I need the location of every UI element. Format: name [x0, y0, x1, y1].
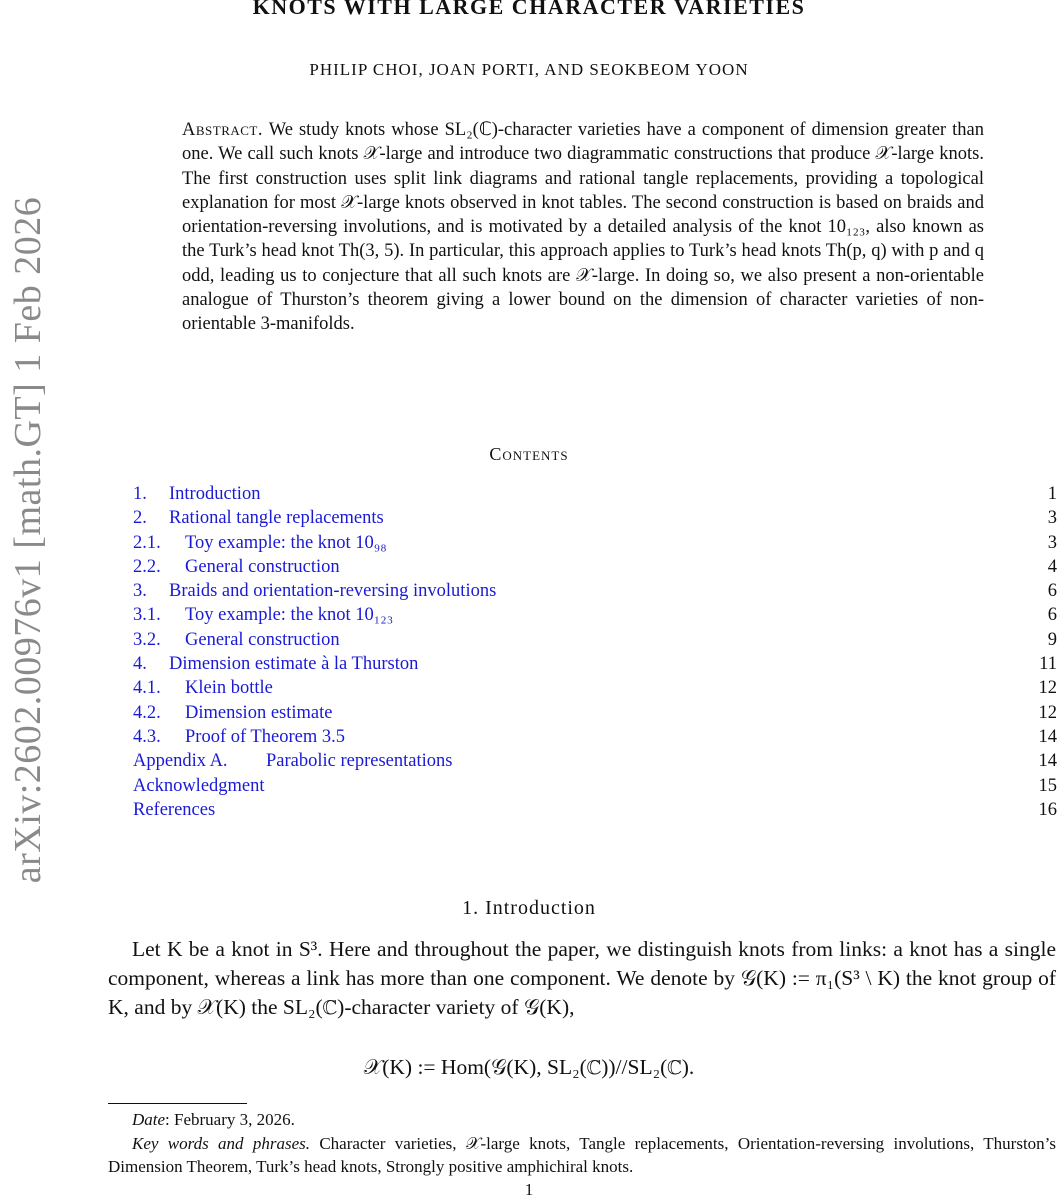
toc-entry-number[interactable]: 2.2.	[133, 556, 161, 577]
toc-entry[interactable]	[133, 774, 1057, 798]
toc-entry-page: 12	[1038, 678, 1057, 699]
abstract-label: Abstract.	[182, 120, 263, 140]
toc-entry-number[interactable]: 2.1.	[133, 532, 161, 553]
abstract-text: We study knots whose SL₂(ℂ)-character varieties have a component of dimension greater than one. We call such knots 𝒳-large and introduce two diagrammatic constructions that produce 𝒳-large knots. The first construction uses split link diagrams and rational tangle replacements, providing a topological explanation for most 𝒳-large knots observed in knot tables. The second construction is based on braids and orientation-reversing involutions, and is motivated by a detailed analysis of the knot 10₁₂₃, also known as the Turk’s head knot Th(3, 5). In particular, this approach applies to Turk’s head knots Th(p, q) with p and q odd, leading us to conjecture that all such knots are 𝒳-large. In doing so, we also present a non-orientable analogue of Thurston’s theorem giving a lower bound on the dimension of character varieties of non-orientable 3-manifolds.	[182, 120, 984, 335]
toc-entry[interactable]	[133, 628, 1057, 652]
toc-entry-link[interactable]: Acknowledgment	[133, 775, 265, 796]
toc-entry-link[interactable]: General construction	[185, 629, 340, 650]
toc-entry-link[interactable]: Introduction	[169, 484, 261, 504]
toc-entry-page: 14	[1038, 726, 1057, 747]
abstract	[182, 118, 984, 337]
toc-entry-number[interactable]: 2.	[133, 508, 147, 529]
footnote-date	[108, 1108, 1056, 1132]
toc-entry-page: 16	[1038, 799, 1057, 820]
toc-entry-page: 3	[1047, 532, 1057, 553]
toc-entry[interactable]	[133, 603, 1057, 627]
toc-entry-number[interactable]: 4.3.	[133, 726, 161, 747]
introduction-body	[108, 935, 1056, 1022]
toc-entry-page: 12	[1038, 702, 1057, 723]
toc-entry[interactable]	[133, 676, 1057, 700]
display-equation: 𝒳(K) := Hom(𝒢(K), SL₂(ℂ))//SL₂(ℂ).	[363, 1055, 695, 1079]
author-list: PHILIP CHOI, JOAN PORTI, AND SEOKBEOM YOON	[309, 60, 749, 79]
toc-entry-page: 6	[1047, 605, 1057, 626]
table-of-contents	[133, 482, 1057, 822]
date-label: Date	[132, 1110, 166, 1129]
toc-entry-link[interactable]: Klein bottle	[185, 678, 273, 699]
toc-entry-link[interactable]: Dimension estimate	[185, 702, 333, 723]
toc-entry[interactable]	[133, 798, 1057, 822]
footnotes	[108, 1108, 1056, 1179]
toc-entry-number[interactable]: 1.	[133, 484, 147, 504]
toc-entry-link[interactable]: Braids and orientation-reversing involutions	[169, 581, 497, 602]
paper-title: KNOTS WITH LARGE CHARACTER VARIETIES	[252, 0, 806, 19]
date-value: : February 3, 2026.	[165, 1110, 295, 1129]
toc-entry-number[interactable]: 4.	[133, 654, 147, 675]
keywords-label: Key words and phrases.	[132, 1133, 310, 1153]
footnote-keywords	[108, 1132, 1056, 1179]
toc-entry-page: 4	[1047, 556, 1057, 577]
toc-entry-number[interactable]: 4.1.	[133, 678, 161, 699]
toc-entry-page: 11	[1039, 654, 1057, 675]
toc-entry-link[interactable]: Rational tangle replacements	[169, 508, 384, 529]
introduction-paragraph: Let K be a knot in S³. Here and throughout the paper, we distinguish knots from links: a knot has a single component, whereas a link has more than one component. We denote by 𝒢(K) := π₁(S³ \ K) the knot group of K, and by 𝒳(K) the SL₂(ℂ)-character variety of 𝒢(K),	[108, 937, 1056, 1019]
toc-entry[interactable]	[133, 725, 1057, 749]
toc-entry-page: 14	[1038, 751, 1057, 772]
section-heading-introduction: 1. Introduction	[462, 897, 596, 919]
toc-entry-link[interactable]: Parabolic representations	[266, 751, 453, 772]
toc-entry-link[interactable]: Toy example: the knot 10₁₂₃	[185, 605, 394, 626]
keywords-value: Character varieties, 𝒳-large knots, Tangle replacements, Orientation-reversing involutions, Thurston’s Dimension Theorem, Turk’s head knots, Strongly positive amphichiral knots.	[108, 1133, 1057, 1176]
toc-entry-number[interactable]: 3.2.	[133, 629, 161, 650]
arxiv-identifier-stamp: arXiv:2602.00976v1 [math.GT] 1 Feb 2026	[7, 196, 49, 884]
toc-entry[interactable]	[133, 482, 1057, 506]
toc-entry-number[interactable]: 3.	[133, 581, 147, 602]
toc-entry[interactable]	[133, 531, 1057, 555]
toc-entry-link[interactable]: References	[133, 799, 216, 820]
footnote-divider	[108, 1103, 247, 1104]
toc-entry[interactable]	[133, 506, 1057, 530]
toc-entry[interactable]	[133, 579, 1057, 603]
toc-entry-page: 3	[1047, 508, 1057, 529]
toc-entry-number[interactable]: 4.2.	[133, 702, 161, 723]
toc-entry[interactable]	[133, 749, 1057, 773]
toc-entry[interactable]	[133, 701, 1057, 725]
page-number: 1	[524, 1180, 534, 1199]
toc-entry-page: 6	[1047, 581, 1057, 602]
toc-entry[interactable]	[133, 652, 1057, 676]
toc-entry-page: 1	[1047, 484, 1057, 504]
toc-entry-page: 9	[1047, 629, 1057, 650]
toc-entry-link[interactable]: Proof of Theorem 3.5	[185, 726, 345, 747]
toc-entry-link[interactable]: Dimension estimate à la Thurston	[169, 654, 419, 675]
toc-entry-link[interactable]: General construction	[185, 556, 340, 577]
toc-entry-number[interactable]: 3.1.	[133, 605, 161, 626]
toc-entry[interactable]	[133, 555, 1057, 579]
contents-title: Contents	[489, 444, 569, 464]
toc-entry-link[interactable]: Toy example: the knot 10₉₈	[185, 532, 387, 553]
toc-entry-page: 15	[1038, 775, 1057, 796]
toc-entry-number[interactable]: Appendix A.	[133, 751, 228, 772]
